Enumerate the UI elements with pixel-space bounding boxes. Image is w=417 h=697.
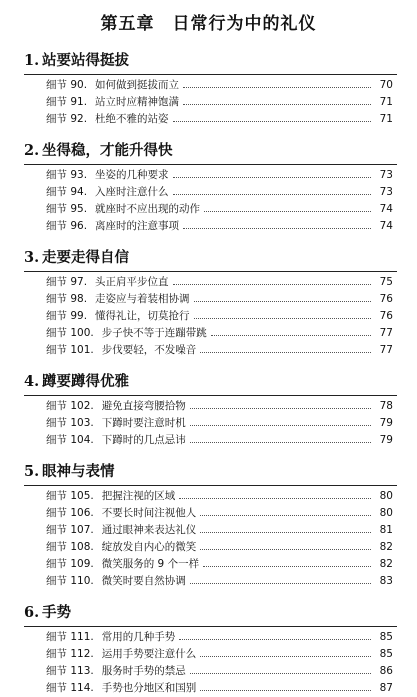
entry-title: 微笑时要自然协调 — [101, 575, 186, 587]
dot-leader — [173, 194, 371, 195]
toc-entry[interactable] — [0, 325, 417, 342]
section-title: 蹲要蹲得优雅 — [42, 373, 129, 390]
toc-entry[interactable] — [0, 342, 417, 359]
toc-entry[interactable] — [0, 111, 417, 128]
dot-leader — [200, 532, 371, 533]
page-number: 85 — [379, 648, 393, 660]
dot-leader — [183, 87, 371, 88]
entry-title: 下蹲时的几点忌讳 — [101, 434, 186, 446]
dot-leader — [190, 673, 371, 674]
section-divider — [24, 395, 397, 396]
section-heading[interactable] — [0, 245, 417, 271]
toc-section — [0, 48, 417, 128]
dot-leader — [183, 104, 371, 105]
entry-label: 细节 94. — [46, 186, 88, 198]
entry-label: 细节 106. — [46, 507, 94, 519]
dot-leader — [200, 515, 371, 516]
entry-label: 细节 109. — [46, 558, 94, 570]
entry-label: 细节 95. — [46, 203, 88, 215]
dot-leader — [200, 352, 371, 353]
toc-entry[interactable] — [0, 94, 417, 111]
entry-title: 服务时手势的禁忌 — [101, 665, 186, 677]
dot-leader — [190, 408, 371, 409]
entry-title: 手势也分地区和国别 — [101, 682, 197, 694]
entry-title: 站立时应精神饱满 — [95, 96, 180, 108]
entry-label: 细节 99. — [46, 310, 88, 322]
page-number: 80 — [379, 490, 393, 502]
page-number: 70 — [379, 79, 393, 91]
page-number: 71 — [379, 113, 393, 125]
entry-label: 细节 100. — [46, 327, 94, 339]
dot-leader — [190, 425, 371, 426]
page-number: 76 — [379, 310, 393, 322]
entry-title: 常用的几种手势 — [101, 631, 176, 643]
entry-label: 细节 108. — [46, 541, 94, 553]
page-number: 74 — [379, 220, 393, 232]
page-number: 81 — [379, 524, 393, 536]
entry-label: 细节 90. — [46, 79, 88, 91]
toc-section — [0, 459, 417, 590]
dot-leader — [203, 566, 371, 567]
section-divider — [24, 485, 397, 486]
entry-label: 细节 105. — [46, 490, 94, 502]
entry-label: 细节 104. — [46, 434, 94, 446]
toc-entry[interactable] — [0, 201, 417, 218]
toc-entry[interactable] — [0, 646, 417, 663]
toc-entry[interactable] — [0, 629, 417, 646]
page-number: 71 — [379, 96, 393, 108]
dot-leader — [179, 639, 371, 640]
toc-entry[interactable] — [0, 505, 417, 522]
entry-title: 走姿应与着装相协调 — [95, 293, 190, 305]
page-number: 85 — [379, 631, 393, 643]
dot-leader — [173, 121, 371, 122]
entry-title: 步子快不等于连蹦带跳 — [101, 327, 207, 339]
dot-leader — [190, 442, 371, 443]
entry-title: 入座时注意什么 — [95, 186, 169, 198]
dot-leader — [190, 583, 371, 584]
toc-entry[interactable] — [0, 573, 417, 590]
page-number: 79 — [379, 434, 393, 446]
section-divider — [24, 164, 397, 165]
entry-label: 细节 111. — [46, 631, 94, 643]
entry-title: 坐姿的几种要求 — [95, 169, 169, 181]
section-number: 5. — [24, 463, 40, 480]
section-heading[interactable] — [0, 600, 417, 626]
entry-title: 离座时的注意事项 — [95, 220, 180, 232]
entry-label: 细节 107. — [46, 524, 94, 536]
section-number: 2. — [24, 142, 40, 159]
section-divider — [24, 626, 397, 627]
page-number: 82 — [379, 558, 393, 570]
section-divider — [24, 271, 397, 272]
toc-entry[interactable] — [0, 308, 417, 325]
entry-title: 运用手势要注意什么 — [101, 648, 197, 660]
entry-title: 通过眼神来表达礼仪 — [101, 524, 197, 536]
section-heading[interactable] — [0, 48, 417, 74]
page-number: 80 — [379, 507, 393, 519]
entry-label: 细节 93. — [46, 169, 88, 181]
entry-title: 头正肩平步位直 — [95, 276, 169, 288]
toc-entry[interactable] — [0, 291, 417, 308]
dot-leader — [204, 211, 371, 212]
dot-leader — [194, 301, 371, 302]
entry-label: 细节 101. — [46, 344, 94, 356]
page-number: 83 — [379, 575, 393, 587]
dot-leader — [211, 335, 371, 336]
section-heading[interactable] — [0, 138, 417, 164]
entry-title: 避免直接弯腰拾物 — [101, 400, 186, 412]
entry-title: 不要长时间注视他人 — [101, 507, 197, 519]
section-title: 手势 — [42, 604, 71, 621]
page-number: 74 — [379, 203, 393, 215]
toc-entry[interactable] — [0, 432, 417, 449]
dot-leader — [194, 318, 371, 319]
toc-entry[interactable] — [0, 77, 417, 94]
page-number: 78 — [379, 400, 393, 412]
page-number: 77 — [379, 344, 393, 356]
page-number: 73 — [379, 186, 393, 198]
section-heading[interactable] — [0, 369, 417, 395]
entry-title: 如何做到挺拔而立 — [95, 79, 180, 91]
toc-entry[interactable] — [0, 556, 417, 573]
entry-title: 就座时不应出现的动作 — [95, 203, 201, 215]
page-number: 87 — [379, 682, 393, 694]
toc-section — [0, 600, 417, 697]
entry-label: 细节 91. — [46, 96, 88, 108]
table-of-contents — [0, 48, 417, 697]
toc-entry[interactable] — [0, 167, 417, 184]
entry-label: 细节 114. — [46, 682, 94, 694]
section-number: 6. — [24, 604, 40, 621]
toc-entry[interactable] — [0, 398, 417, 415]
chapter-title: 第五章 日常行为中的礼仪 — [100, 14, 317, 34]
section-number: 4. — [24, 373, 40, 390]
toc-section — [0, 369, 417, 449]
page-number: 77 — [379, 327, 393, 339]
toc-entry[interactable] — [0, 539, 417, 556]
entry-label: 细节 112. — [46, 648, 94, 660]
dot-leader — [173, 177, 371, 178]
dot-leader — [200, 690, 371, 691]
entry-label: 细节 96. — [46, 220, 88, 232]
page-number: 76 — [379, 293, 393, 305]
entry-title: 下蹲时要注意时机 — [101, 417, 186, 429]
toc-entry[interactable] — [0, 274, 417, 291]
entry-title: 绽放发自内心的微笑 — [101, 541, 197, 553]
page-number: 82 — [379, 541, 393, 553]
dot-leader — [200, 656, 371, 657]
page-number: 79 — [379, 417, 393, 429]
dot-leader — [183, 228, 371, 229]
section-number: 3. — [24, 249, 40, 266]
entry-title: 步伐要轻，不发噪音 — [101, 344, 197, 356]
toc-entry[interactable] — [0, 488, 417, 505]
section-number: 1. — [24, 52, 40, 69]
section-heading[interactable] — [0, 459, 417, 485]
page-number: 86 — [379, 665, 393, 677]
entry-title: 懂得礼让，切莫抢行 — [95, 310, 190, 322]
section-title: 坐得稳，才能升得快 — [42, 142, 173, 159]
toc-entry[interactable] — [0, 415, 417, 432]
toc-entry[interactable] — [0, 218, 417, 235]
entry-label: 细节 110. — [46, 575, 94, 587]
entry-label: 细节 103. — [46, 417, 94, 429]
section-title: 眼神与表情 — [42, 463, 115, 480]
dot-leader — [173, 284, 371, 285]
section-divider — [24, 74, 397, 75]
entry-label: 细节 98. — [46, 293, 88, 305]
entry-label: 细节 113. — [46, 665, 94, 677]
page-number: 73 — [379, 169, 393, 181]
entry-title: 杜绝不雅的站姿 — [95, 113, 169, 125]
toc-entry[interactable] — [0, 680, 417, 697]
entry-title: 微笑服务的 9 个一样 — [101, 558, 200, 570]
section-title: 站要站得挺拔 — [42, 52, 129, 69]
section-title: 走要走得自信 — [42, 249, 129, 266]
toc-entry[interactable] — [0, 184, 417, 201]
entry-label: 细节 92. — [46, 113, 88, 125]
page-number: 75 — [379, 276, 393, 288]
toc-section — [0, 245, 417, 359]
toc-entry[interactable] — [0, 663, 417, 680]
dot-leader — [179, 498, 371, 499]
entry-label: 细节 97. — [46, 276, 88, 288]
entry-label: 细节 102. — [46, 400, 94, 412]
toc-entry[interactable] — [0, 522, 417, 539]
entry-title: 把握注视的区域 — [101, 490, 176, 502]
toc-section — [0, 138, 417, 235]
dot-leader — [200, 549, 371, 550]
